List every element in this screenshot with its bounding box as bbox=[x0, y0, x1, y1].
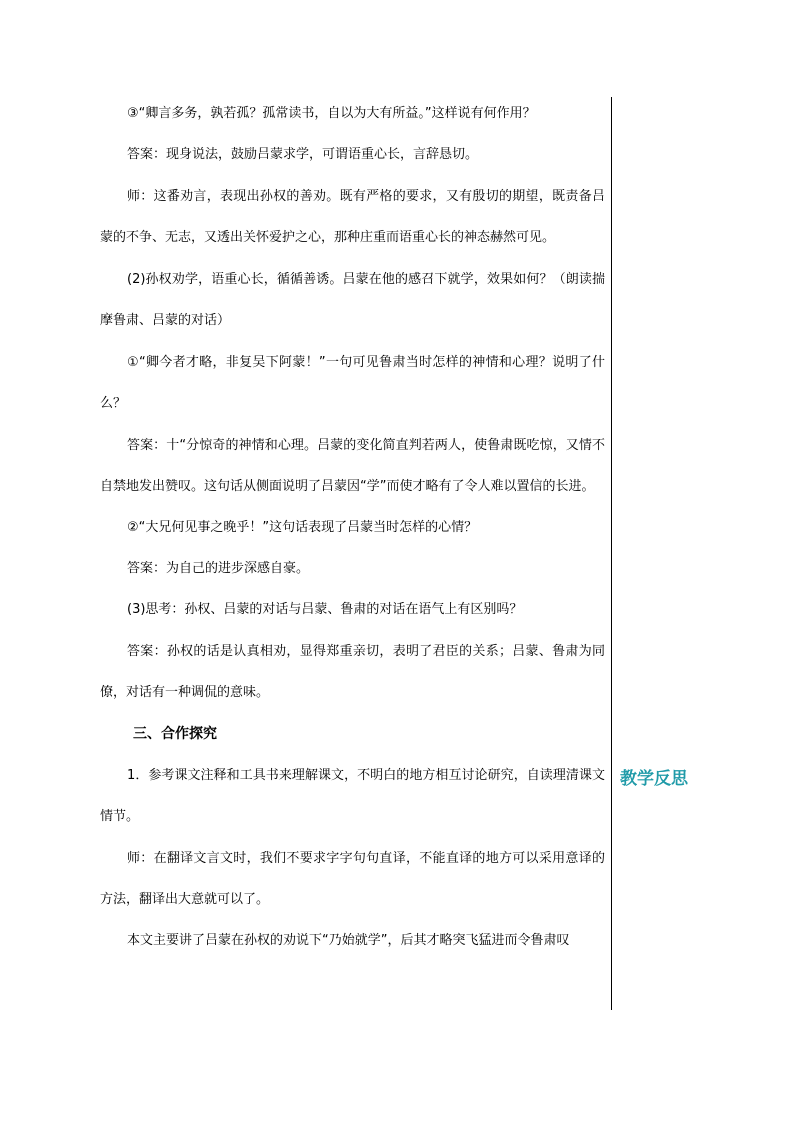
answer-3: 答案：现身说法，鼓励吕蒙求学，可谓语重心长，言辞恳切。 bbox=[127, 147, 479, 162]
question-3: ③“卿言多务，孰若孤？孤常读书，自以为大有所益。”这样说有何作用？ bbox=[127, 106, 536, 121]
teacher-comment: 师：这番劝言，表现出孙权的善劝。既有严格的要求，又有殷切的期望，既责备吕蒙的不争、无志，又透出关怀爱护之心，那种庄重而语重心长的神态赫然可见。 bbox=[100, 189, 605, 245]
question-2-intro: (2)孙权劝学，语重心长，循循善诱。吕蒙在他的感召下就学，效果如何？（朗读揣摩鲁肃、吕蒙的对话） bbox=[100, 272, 605, 328]
teacher-translation-note: 师：在翻译文言文时，我们不要求字字句句直译，不能直译的地方可以采用意译的方法，翻译出大意就可以了。 bbox=[100, 851, 605, 907]
question-2-2: ②“大兄何见事之晚乎！”这句话表现了吕蒙当时怎样的心情？ bbox=[127, 520, 478, 535]
question-3-think: (3)思考：孙权、吕蒙的对话与吕蒙、鲁肃的对话在语气上有区别吗？ bbox=[127, 602, 523, 617]
answer-2-2: 答案：为自己的进步深感自豪。 bbox=[127, 561, 310, 576]
column-divider bbox=[611, 97, 612, 1010]
section-heading: 三、合作探究 bbox=[133, 726, 217, 742]
answer-3-think: 答案：孙权的话是认真相劝，显得郑重亲切，表明了君臣的关系；吕蒙、鲁肃为同僚，对话有一种调侃的意味。 bbox=[100, 644, 605, 700]
question-2-1: ①“卿今者才略，非复吴下阿蒙！”一句可见鲁肃当时怎样的神情和心理？说明了什么？ bbox=[100, 355, 605, 411]
cooperation-item-1: 1．参考课文注释和工具书来理解课文，不明白的地方相互讨论研究，自读理清课文情节。 bbox=[100, 768, 605, 824]
summary-paragraph: 本文主要讲了吕蒙在孙权的劝说下“乃始就学”，后其才略突飞猛进而令鲁肃叹 bbox=[127, 933, 570, 948]
answer-2-1: 答案：十“分惊奇的神情和心理。吕蒙的变化简直判若两人，使鲁肃既吃惊，又情不自禁地发出赞叹。这句话从侧面说明了吕蒙因“学”而使才略有了令人难以置信的长进。 bbox=[100, 438, 605, 494]
teaching-reflection-label: 教学反思 bbox=[620, 769, 688, 789]
lesson-content bbox=[100, 104, 605, 972]
